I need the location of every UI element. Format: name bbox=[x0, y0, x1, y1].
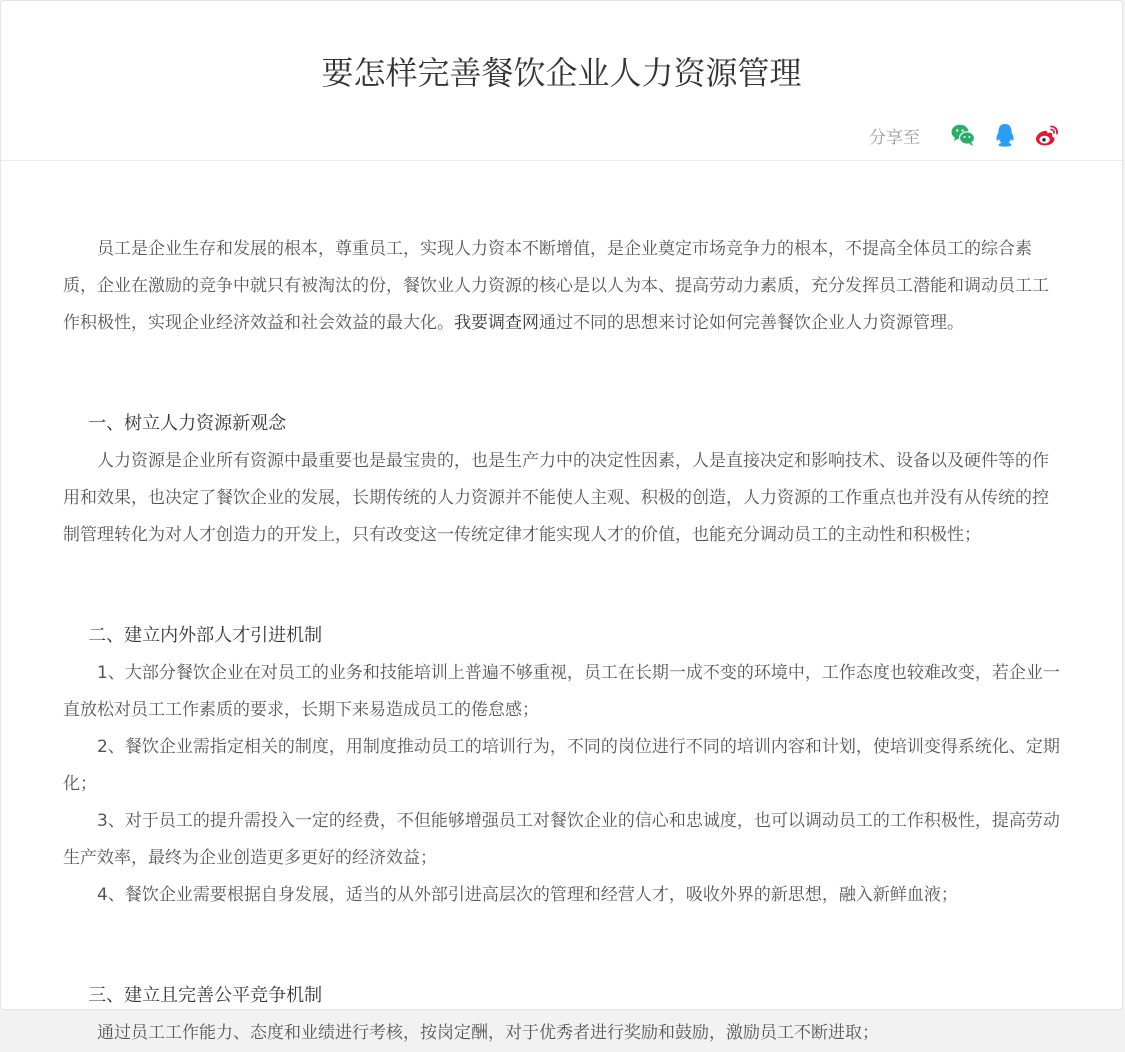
weibo-icon[interactable] bbox=[1034, 122, 1060, 148]
section-heading: 二、建立内外部人才引进机制 bbox=[88, 625, 323, 646]
wechat-icon[interactable] bbox=[950, 122, 976, 148]
share-bar bbox=[869, 121, 1060, 149]
share-label: 分享至 bbox=[869, 127, 920, 148]
section-paragraph: 3、对于员工的提升需投入一定的经费，不但能够增强员工对餐饮企业的信心和忠诚度，也可以调动员工的工作积极性，提高劳动生产效率，最终为企业创造更多更好的经济效益； bbox=[63, 811, 1060, 868]
section-heading: 三、建立且完善公平竞争机制 bbox=[88, 985, 323, 1006]
intro-text: 员工是企业生存和发展的根本，尊重员工，实现人力资本不断增值，是企业奠定市场竞争力的根本，不提高全体员工的综合素质，企业在激励的竞争中就只有被淘汰的份，餐饮业人力资源的核心是以人为本、提高劳动力素质，充分发挥员工潜能和调动员工工作积极性，实现企业经济效益和社会效益的最大化。 bbox=[63, 239, 1049, 333]
section-paragraph: 人力资源是企业所有资源中最重要也是最宝贵的，也是生产力中的决定性因素，人是直接决定和影响技术、设备以及硬件等的作用和效果，也决定了餐饮企业的发展，长期传统的人力资源并不能使人主观、积极的创造，人力资源的工作重点也并没有从传统的控制管理转化为对人才创造力的开发上，只有改变这一传统定律才能实现人才的价值，也能充分调动员工的主动性和积极性； bbox=[63, 451, 1049, 545]
section-paragraph: 2、餐饮企业需指定相关的制度，用制度推动员工的培训行为，不同的岗位进行不同的培训内容和计划，使培训变得系统化、定期化； bbox=[63, 737, 1060, 794]
section-heading: 一、树立人力资源新观念 bbox=[88, 413, 287, 434]
intro-text-after: 通过不同的思想来讨论如何完善餐饮企业人力资源管理。 bbox=[539, 313, 964, 333]
page-title: 要怎样完善餐饮企业人力资源管理 bbox=[321, 54, 802, 92]
section-paragraph: 1、大部分餐饮企业在对员工的业务和技能培训上普遍不够重视，员工在长期一成不变的环境中，工作态度也较难改变，若企业一直放松对员工工作素质的要求，长期下来易造成员工的倦怠感； bbox=[63, 663, 1060, 720]
intro-paragraph bbox=[63, 231, 1060, 342]
qq-icon[interactable] bbox=[992, 122, 1018, 148]
section-paragraph: 通过员工工作能力、态度和业绩进行考核，按岗定酬，对于优秀者进行奖励和鼓励，激励员工不断进取； bbox=[97, 1023, 879, 1043]
section-paragraph: 4、餐饮企业需要根据自身发展，适当的从外部引进高层次的管理和经营人才，吸收外界的新思想，融入新鲜血液； bbox=[97, 885, 958, 905]
site-link[interactable]: 我要调查网 bbox=[454, 313, 539, 333]
article-header bbox=[1, 1, 1122, 161]
article-body bbox=[1, 161, 1122, 1052]
